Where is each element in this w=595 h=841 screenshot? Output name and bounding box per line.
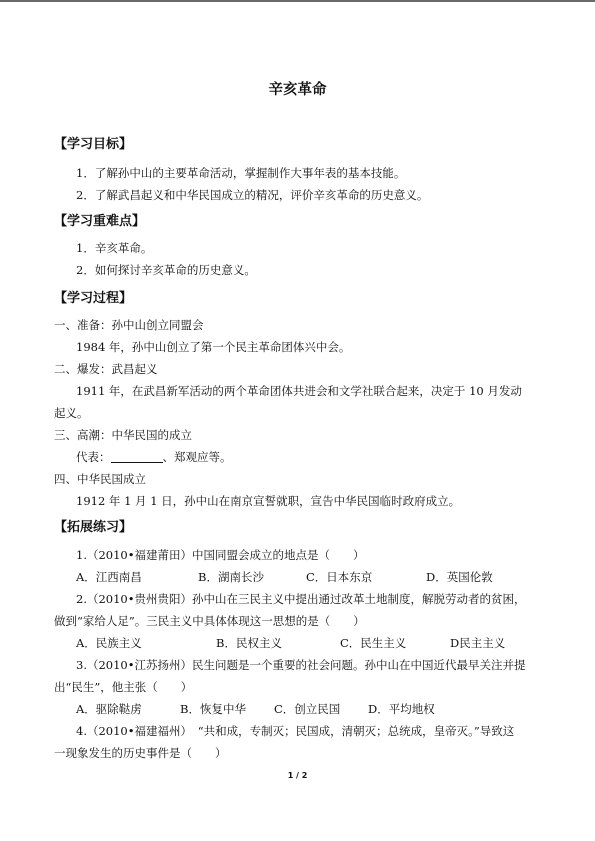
page-number: 1 / 2 [287, 771, 308, 780]
section-heading-key-points: 【学习重难点】 [54, 214, 146, 229]
section-heading-goals: 【学习目标】 [54, 137, 133, 152]
top-border [0, 0, 595, 2]
question-1: 1.（2010•福建莆田）中国同盟会成立的地点是（ ） [76, 548, 365, 562]
q3-option-a: A．驱除鞑虏 [76, 702, 142, 716]
question-4: 4.（2010•福建福州） “共和成，专制灭；民国成，清朝灭；总统成，皇帝灭。”导致这 [76, 724, 515, 738]
process-part3-text [76, 449, 232, 465]
goal-item-1: 1．了解孙中山的主要革命活动，掌握制作大事年表的基本技能。 [76, 166, 406, 180]
process-part2-text: 1911 年，在武昌新军活动的两个革命团体共进会和文学社联合起来，决定于 10 月发动 [76, 384, 522, 398]
q2-option-a: A．民族主义 [76, 636, 142, 650]
q1-option-d: D．英国伦敦 [426, 570, 493, 584]
process-part1-text: 1984 年，孙中山创立了第一个民主革命团体兴中会。 [76, 340, 351, 354]
q3-option-b: B．恢复中华 [180, 702, 246, 716]
key-point-item-2: 2．如何探讨辛亥革命的历史意义。 [76, 263, 256, 277]
process-part4-title: 四、中华民国成立 [54, 472, 146, 486]
q2-option-d: D民主主义 [450, 636, 506, 650]
question-3: 3.（2010•江苏扬州）民生问题是一个重要的社会问题。孙中山在中国近代最早关注并提 [76, 658, 526, 672]
page-title: 辛亥革命 [268, 82, 327, 98]
key-point-item-1: 1．辛亥革命。 [76, 241, 153, 255]
q2-option-c: C．民生主义 [340, 636, 407, 650]
process-part4-text: 1912 年 1 月 1 日，孙中山在南京宣誓就职，宣告中华民国临时政府成立。 [76, 494, 461, 508]
process-part2-text-cont: 起义。 [54, 406, 89, 420]
process-part1-title: 一、准备：孙中山创立同盟会 [54, 318, 204, 332]
fill-in-blank[interactable] [111, 450, 163, 463]
question-4-cont: 一现象发生的历史事件是（ ） [54, 746, 227, 760]
question-2-cont: 做到“家给人足”。三民主义中具体体现这一思想的是（ ） [54, 614, 365, 628]
q1-option-a: A．江西南昌 [76, 570, 142, 584]
q1-option-c: C．日本东京 [306, 570, 373, 584]
goal-item-2: 2．了解武昌起义和中华民国成立的精况，评价辛亥革命的历史意义。 [76, 188, 429, 202]
question-3-cont: 出“民生”，他主张（ ） [54, 680, 193, 694]
process-part2-title: 二、爆发：武昌起义 [54, 362, 158, 376]
q3-option-c: C．创立民国 [274, 702, 341, 716]
representative-label: 代表： [76, 450, 111, 464]
representative-suffix: 、郑观应等。 [162, 450, 232, 464]
q2-option-b: B．民权主义 [216, 636, 282, 650]
question-2: 2.（2010•贵州贵阳）孙中山在三民主义中提出通过改革土地制度，解脱劳动者的贫困， [76, 592, 526, 606]
section-heading-exercises: 【拓展练习】 [54, 520, 133, 535]
section-heading-process: 【学习过程】 [54, 291, 133, 306]
q3-option-d: D．平均地权 [368, 702, 435, 716]
process-part3-title: 三、高潮：中华民国的成立 [54, 428, 192, 442]
q1-option-b: B．湖南长沙 [198, 570, 264, 584]
